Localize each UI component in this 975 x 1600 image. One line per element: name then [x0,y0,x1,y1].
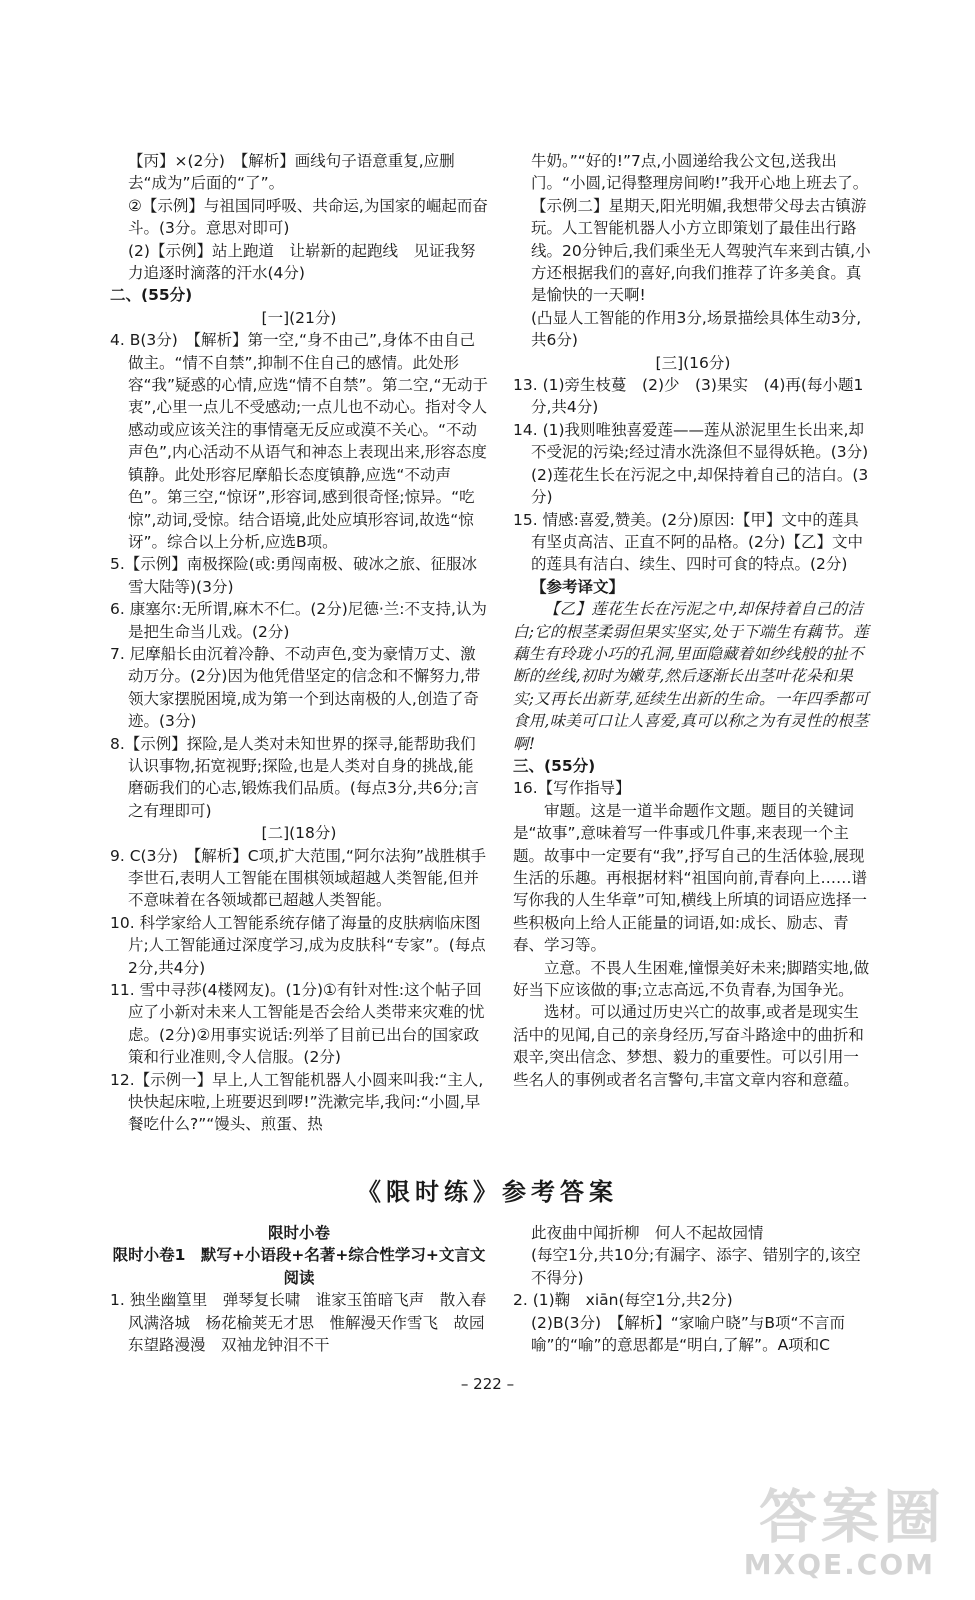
left-paragraph: 12.【示例一】早上,人工智能机器人小圆来叫我:“主人,快快起床啦,上班要迟到啰!”洗漱完毕,我问:“小圆,早餐吃什么?”“馒头、煎蛋、热 [110,1070,484,1134]
left-paragraph: [二](18分) [261,824,337,843]
left-paragraph: 5.【示例】南极探险(或:勇闯南极、破冰之旅、征服冰雪大陆等)(3分) [110,555,478,596]
right-paragraph: 立意。不畏人生困难,憧憬美好未来;脚踏实地,做好当下应该做的事;立志高远,不负青春,为国争光。 [513,958,870,1000]
left-column [110,150,488,1136]
right-bottom-paragraph: 此夜曲中闻折柳 何人不起故园情 [531,1224,764,1242]
left-bottom-paragraph: 限时小卷1 默写+小语段+名著+综合性学习+文言文阅读 [112,1246,486,1287]
watermark-main-text: 答案圈 [758,1483,945,1551]
right-paragraph: 选材。可以通过历史兴亡的故事,或者是现实生活中的见闻,自己的亲身经历,写奋斗路途中的曲折和艰辛,突出信念、梦想、毅力的重要性。可以引用一些名人的事例或者名言警句,丰富文章内容和意蕴。 [513,1003,864,1089]
left-paragraph: 11. 雪中寻莎(4楼网友)。(1分)①有针对性:这个帖子回应了小新对未来人工智能是否会给人类带来灾难的忧虑。(2分)②用事实说话:列举了目前已出台的国家政策和行业准则,令人信服。(2分) [110,981,485,1067]
left-paragraph: (2)【示例】站上跑道 让崭新的起跑线 见证我努力追逐时滴落的汗水(4分) [128,241,476,283]
left-column-bottom [110,1222,488,1356]
right-paragraph: 【乙】莲花生长在污泥之中,却保持着自己的洁白;它的根茎柔弱但果实坚实,处于下端生有藕节。莲藕生有玲珑小巧的孔洞,里面隐藏着如纱线般的扯不断的丝线,初时为嫩芽,然后逐渐长出茎叶花朵和果实;又再长出新芽,延续生出新的生命。一年四季都可食用,味美可口让人喜爱,真可以称之为有灵性的根茎啊! [513,600,869,753]
left-paragraph: 【丙】×(2分) 【解析】画线句子语意重复,应删去“成为”后面的“了”。 [128,152,455,193]
left-bottom-paragraph: 1. 独坐幽篁里 弹琴复长啸 谁家玉笛暗飞声 散入春风满洛城 杨花榆荚无才思 惟解漫天作雪飞 故园东望路漫漫 双袖龙钟泪不干 [110,1291,487,1355]
left-paragraph: 二、(55分) [110,286,193,305]
left-paragraph: 8.【示例】探险,是人类对未知世界的探寻,能帮助我们认识事物,拓宽视野;探险,也是人类对自身的挑战,能磨砺我们的心志,锻炼我们品质。(每点3分,共6分;言之有理即可) [110,734,479,820]
right-paragraph: 审题。这是一道半命题作文题。题目的关键词是“故事”,意味着写一件事或几件事,来表现一个主题。故事中一定要有“我”,抒写自己的生活体验,展现生活的乐趣。再根据材料“祖国向前,青春向上……谱写你我的人生华章”可知,横线上所填的词语应选择一些积极向上给人正能量的词语,如:成长、励志、青春、学习等。 [513,801,867,955]
right-paragraph: 【参考译文】 [531,577,625,596]
right-bottom-paragraph: (每空1分,共10分;有漏字、添字、错别字的,该空不得分) [531,1246,861,1287]
left-paragraph: 9. C(3分) 【解析】C项,扩大范围,“阿尔法狗”战胜棋手李世石,表明人工智能在围棋领域超越人类智能,但并不意味着在各领域都已超越人类智能。 [110,846,486,910]
left-paragraph: 4. B(3分) 【解析】第一空,“身不由己”,身体不由自己做主。“情不自禁”,抑制不住自己的感情。此处形容“我”疑惑的心情,应选“情不自禁”。第二空,“无动于衷”,心里一点儿不受感动;一点儿也不动心。指对令人感动或应该关注的事情毫无反应或漠不关心。“不动声色”,内心活动不从语气和神态上表现出来,形容态度镇静。此处形容尼摩船长态度镇静,应选“不动声色”。第三空,“惊讶”,形容词,感到很奇怪;惊异。“吃惊”,动词,受惊。结合语境,此处应填形容词,故选“惊讶”。综合以上分析,应选B项。 [110,331,489,551]
right-paragraph: [三](16分) [655,353,731,372]
right-paragraph: 14. (1)我则唯独喜爱莲——莲从淤泥里生长出来,却不受泥的污染;经过清水洗涤但不显得妖艳。(3分) [513,420,869,462]
right-paragraph: 三、(55分) [513,756,596,775]
right-paragraph: 15. 情感:喜爱,赞美。(2分)原因:【甲】文中的莲具有坚贞高洁、正直不阿的品格。(2分)【乙】文中的莲具有洁白、续生、四时可食的特点。(2分) [513,510,863,574]
left-paragraph: 6. 康塞尔:无所谓,麻木不仁。(2分)尼德·兰:不支持,认为是把生命当儿戏。(2分) [110,600,487,641]
left-paragraph: 7. 尼摩船长由沉着冷静、不动声色,变为豪情万丈、激动万分。(2分)因为他凭借坚定的信念和不懈努力,带领大家摆脱困境,成为第一个到达南极的人,创造了奇迹。(3分) [110,644,481,731]
left-paragraph: 10. 科学家给人工智能系统存储了海量的皮肤病临床图片;人工智能通过深度学习,成为皮肤科“专家”。(每点2分,共4分) [110,913,486,977]
left-paragraph: ②【示例】与祖国同呼吸、共命运,为国家的崛起而奋斗。(3分。意思对即可) [128,196,488,238]
right-bottom-paragraph: 2. (1)鞠 xiān(每空1分,共2分) [513,1291,733,1310]
right-column [513,150,873,1091]
right-paragraph: 【示例二】星期天,阳光明媚,我想带父母去古镇游玩。人工智能机器人小方立即策划了最佳出行路线。20分钟后,我们乘坐无人驾驶汽车来到古镇,小方还根据我们的喜好,向我们推荐了许多美食。真是愉快的一天啊! [531,196,871,305]
right-paragraph: (凸显人工智能的作用3分,场景描绘具体生动3分,共6分) [531,308,862,350]
watermark-sub-text: MXQE.COM [743,1548,935,1581]
right-paragraph: 牛奶。”“好的!”7点,小圆递给我公文包,送我出门。“小圆,记得整理房间哟!”我开心地上班去了。 [531,152,869,193]
right-column-bottom [513,1222,873,1356]
right-paragraph: (2)莲花生长在污泥之中,却保持着自己的洁白。(3分) [531,465,869,507]
section-banner: 《限时练》参考答案 [357,1177,618,1206]
watermark-logo [745,1470,945,1590]
left-paragraph: [一](21分) [261,308,337,327]
right-paragraph: 16.【写作指导】 [513,779,631,798]
page-number: – 222 – [460,1375,515,1393]
right-bottom-paragraph: (2)B(3分) 【解析】“家喻户晓”与B项“不言而喻”的“喻”的意思都是“明白,了解”。A项和C [531,1313,846,1355]
left-bottom-paragraph: 限时小卷 [267,1224,330,1242]
right-paragraph: 13. (1)旁生枝蔓 (2)少 (3)果实 (4)再(每小题1分,共4分) [513,376,864,417]
